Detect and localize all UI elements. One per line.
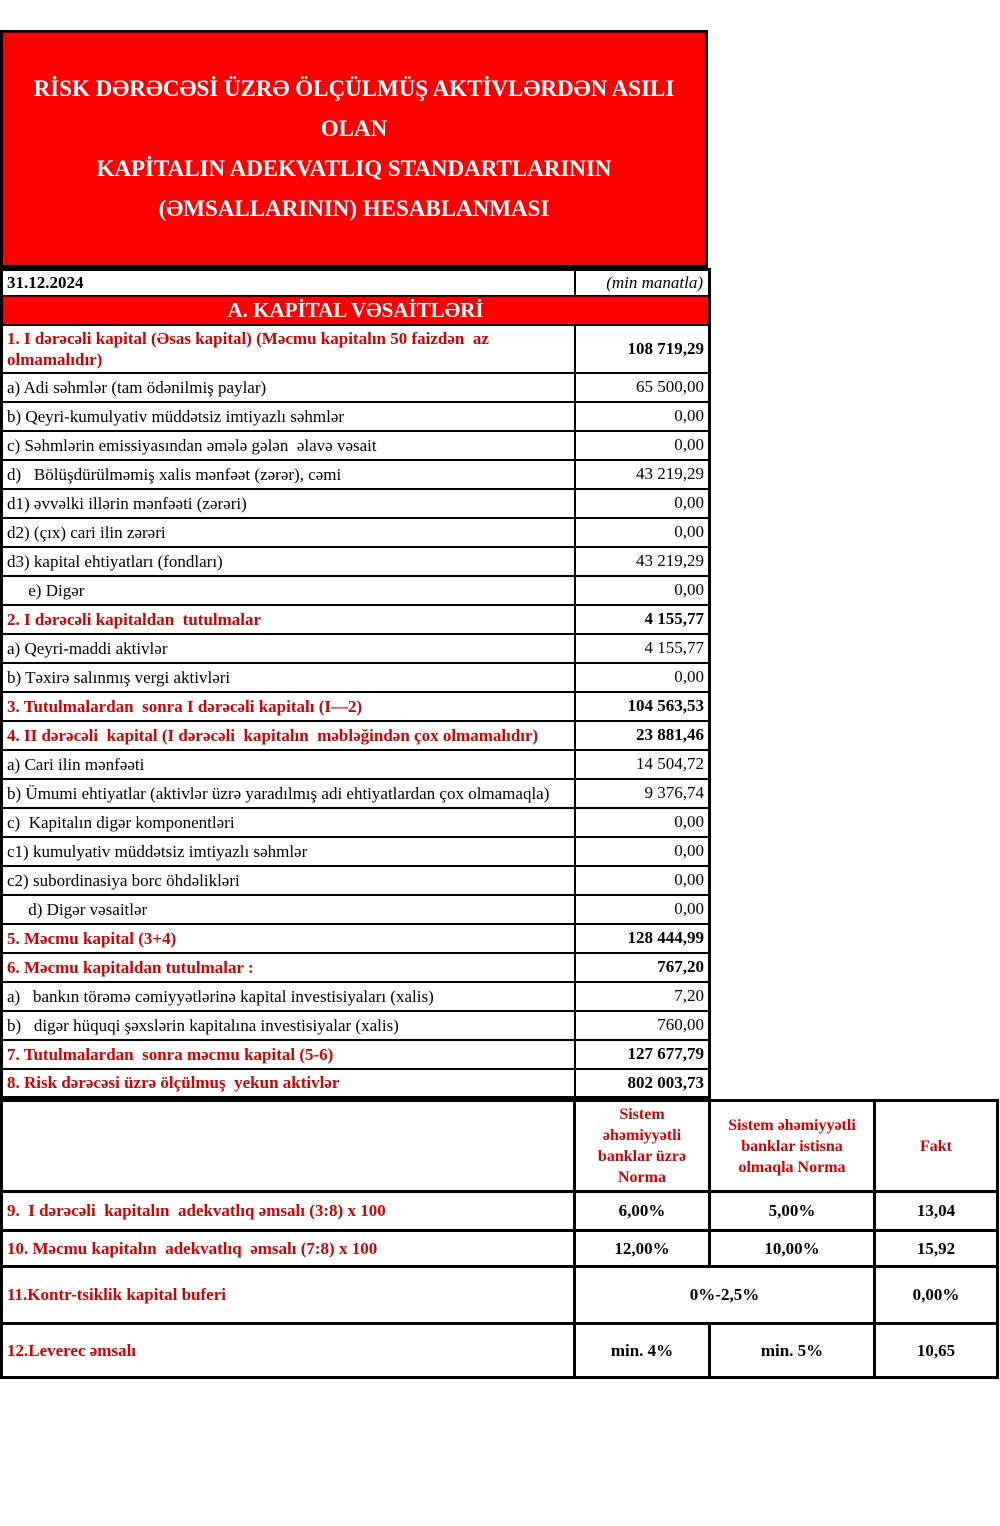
- capital-row: [2, 663, 710, 692]
- capital-row-value: 4 155,77: [575, 605, 710, 634]
- capital-table: [0, 268, 711, 1099]
- capital-row-label: a) Cari ilin mənfəəti: [2, 750, 575, 779]
- capital-row: [2, 866, 710, 895]
- capital-row-value: 4 155,77: [575, 634, 710, 663]
- capital-row: [2, 692, 710, 721]
- capital-row-label: d) Bölüşdürülməmiş xalis mənfəət (zərər), cəmi: [2, 460, 575, 489]
- capital-row-label: d2) (çıx) cari ilin zərəri: [2, 518, 575, 547]
- capital-row: [2, 982, 710, 1011]
- capital-row-label: 6. Məcmu kapitaldan tutulmalar :: [2, 953, 575, 982]
- capital-row-label: b) Ümumi ehtiyatlar (aktivlər üzrə yaradılmış adi ehtiyatlardan çox olmamaqla): [2, 779, 575, 808]
- capital-row-label: b) digər hüquqi şəxslərin kapitalına investisiyalar (xalis): [2, 1011, 575, 1040]
- capital-row-value: 9 376,74: [575, 779, 710, 808]
- capital-row-label: c) Kapitalın digər komponentləri: [2, 808, 575, 837]
- ratio-value-cell: 12,00%: [575, 1231, 710, 1267]
- report-title-line-3: (ƏMSALLARININ) HESABLANMASI: [158, 196, 550, 221]
- capital-row-value: 23 881,46: [575, 721, 710, 750]
- capital-row: [2, 605, 710, 634]
- section-a-header: A. KAPİTAL VƏSAİTLƏRİ: [2, 296, 710, 325]
- capital-row: [2, 953, 710, 982]
- ratio-value-cell: 10,65: [875, 1324, 998, 1378]
- capital-row-label: 3. Tutulmalardan sonra I dərəcəli kapitalı (I—2): [2, 692, 575, 721]
- capital-row: [2, 1011, 710, 1040]
- ratio-value-cell: 0,00%: [875, 1267, 998, 1324]
- capital-row: [2, 489, 710, 518]
- capital-row: [2, 808, 710, 837]
- capital-row-value: 128 444,99: [575, 924, 710, 953]
- capital-row-label: d1) əvvəlki illərin mənfəəti (zərəri): [2, 489, 575, 518]
- report-title-line-1: RİSK DƏRƏCƏSİ ÜZRƏ ÖLÇÜLMÜŞ AKTİVLƏRDƏN ASILI OLAN: [33, 76, 675, 141]
- capital-row: [2, 460, 710, 489]
- capital-row: [2, 325, 710, 373]
- capital-row-value: 43 219,29: [575, 460, 710, 489]
- capital-row: [2, 779, 710, 808]
- section-a-header-row: [2, 296, 710, 325]
- capital-row-label: 1. I dərəcəli kapital (Əsas kapital) (Məcmu kapitalın 50 faizdən az olmamalıdır): [2, 325, 575, 373]
- capital-row-label: c1) kumulyativ müddətsiz imtiyazlı səhmlər: [2, 837, 575, 866]
- capital-row-label: e) Digər: [2, 576, 575, 605]
- capital-row-value: 0,00: [575, 402, 710, 431]
- capital-row-label: c2) subordinasiya borc öhdəlikləri: [2, 866, 575, 895]
- capital-row-value: 760,00: [575, 1011, 710, 1040]
- capital-row: [2, 431, 710, 460]
- capital-row: [2, 895, 710, 924]
- ratio-value-cell: 6,00%: [575, 1192, 710, 1231]
- capital-row-label: a) Qeyri-maddi aktivlər: [2, 634, 575, 663]
- capital-row-label: d) Digər vəsaitlər: [2, 895, 575, 924]
- capital-row-value: 7,20: [575, 982, 710, 1011]
- capital-row-value: 104 563,53: [575, 692, 710, 721]
- ratio-row: [2, 1192, 998, 1231]
- ratios-column-header: Sistem əhəmiyyətli banklar üzrə Norma: [575, 1101, 710, 1192]
- unit-note: (min manatla): [575, 270, 710, 296]
- capital-row-label: 8. Risk dərəcəsi üzrə ölçülmuş yekun aktivlər: [2, 1069, 575, 1098]
- ratio-value-cell: 10,00%: [710, 1231, 875, 1267]
- ratio-row: [2, 1324, 998, 1378]
- capital-row: [2, 837, 710, 866]
- ratio-value-cell: 15,92: [875, 1231, 998, 1267]
- capital-row-value: 802 003,73: [575, 1069, 710, 1098]
- ratio-row-label: 11.Kontr-tsiklik kapital buferi: [2, 1267, 575, 1324]
- ratio-value-cell: min. 5%: [710, 1324, 875, 1378]
- capital-row-value: 0,00: [575, 808, 710, 837]
- capital-row-value: 0,00: [575, 895, 710, 924]
- capital-row-value: 65 500,00: [575, 373, 710, 402]
- capital-row-label: 2. I dərəcəli kapitaldan tutulmalar: [2, 605, 575, 634]
- capital-row: [2, 1040, 710, 1069]
- capital-row-value: 14 504,72: [575, 750, 710, 779]
- capital-row: [2, 1069, 710, 1098]
- ratios-column-header: Fakt: [875, 1101, 998, 1192]
- ratios-header-row: [2, 1101, 998, 1192]
- capital-row-label: b) Qeyri-kumulyativ müddətsiz imtiyazlı səhmlər: [2, 402, 575, 431]
- capital-row-value: 0,00: [575, 866, 710, 895]
- capital-row-value: 127 677,79: [575, 1040, 710, 1069]
- capital-row-value: 43 219,29: [575, 547, 710, 576]
- ratio-value-cell: 13,04: [875, 1192, 998, 1231]
- capital-row-value: 0,00: [575, 663, 710, 692]
- capital-row-value: 0,00: [575, 431, 710, 460]
- ratio-row-label: 12.Leverec əmsalı: [2, 1324, 575, 1378]
- capital-row-label: a) bankın törəmə cəmiyyətlərinə kapital investisiyaları (xalis): [2, 982, 575, 1011]
- ratio-value-cell: 0%-2,5%: [575, 1267, 875, 1324]
- capital-row-value: 0,00: [575, 489, 710, 518]
- capital-row: [2, 750, 710, 779]
- capital-row-value: 0,00: [575, 837, 710, 866]
- ratio-row: [2, 1231, 998, 1267]
- capital-row-value: 767,20: [575, 953, 710, 982]
- capital-row-label: a) Adi səhmlər (tam ödənilmiş paylar): [2, 373, 575, 402]
- capital-row-label: c) Səhmlərin emissiyasından əmələ gələn əlavə vəsait: [2, 431, 575, 460]
- ratio-value-cell: min. 4%: [575, 1324, 710, 1378]
- report-date: 31.12.2024: [2, 270, 575, 296]
- capital-row-label: b) Təxirə salınmış vergi aktivləri: [2, 663, 575, 692]
- ratio-value-cell: 5,00%: [710, 1192, 875, 1231]
- capital-row: [2, 576, 710, 605]
- ratio-row: [2, 1267, 998, 1324]
- report-title-line-2: KAPİTALIN ADEKVATLIQ STANDARTLARININ: [96, 156, 612, 181]
- capital-row: [2, 634, 710, 663]
- ratios-column-header: Sistem əhəmiyyətli banklar istisna olmaqla Norma: [710, 1101, 875, 1192]
- capital-row: [2, 721, 710, 750]
- capital-row-value: 0,00: [575, 576, 710, 605]
- capital-row: [2, 402, 710, 431]
- capital-row-value: 0,00: [575, 518, 710, 547]
- capital-row-label: 7. Tutulmalardan sonra məcmu kapital (5-6): [2, 1040, 575, 1069]
- capital-row-label: d3) kapital ehtiyatları (fondları): [2, 547, 575, 576]
- ratio-row-label: 10. Məcmu kapitalın adekvatlıq əmsalı (7:8) x 100: [2, 1231, 575, 1267]
- capital-row-value: 108 719,29: [575, 325, 710, 373]
- capital-row-label: 4. II dərəcəli kapital (I dərəcəli kapitalın məbləğindən çox olmamalıdır): [2, 721, 575, 750]
- capital-row: [2, 547, 710, 576]
- capital-row: [2, 924, 710, 953]
- capital-row: [2, 373, 710, 402]
- ratio-row-label: 9. I dərəcəli kapitalın adekvatlıq əmsalı (3:8) x 100: [2, 1192, 575, 1231]
- ratios-table: [0, 1099, 999, 1379]
- ratios-corner-cell: [2, 1101, 575, 1192]
- capital-row-label: 5. Məcmu kapital (3+4): [2, 924, 575, 953]
- report-title-banner: [0, 30, 708, 268]
- meta-row: [2, 270, 710, 296]
- capital-row: [2, 518, 710, 547]
